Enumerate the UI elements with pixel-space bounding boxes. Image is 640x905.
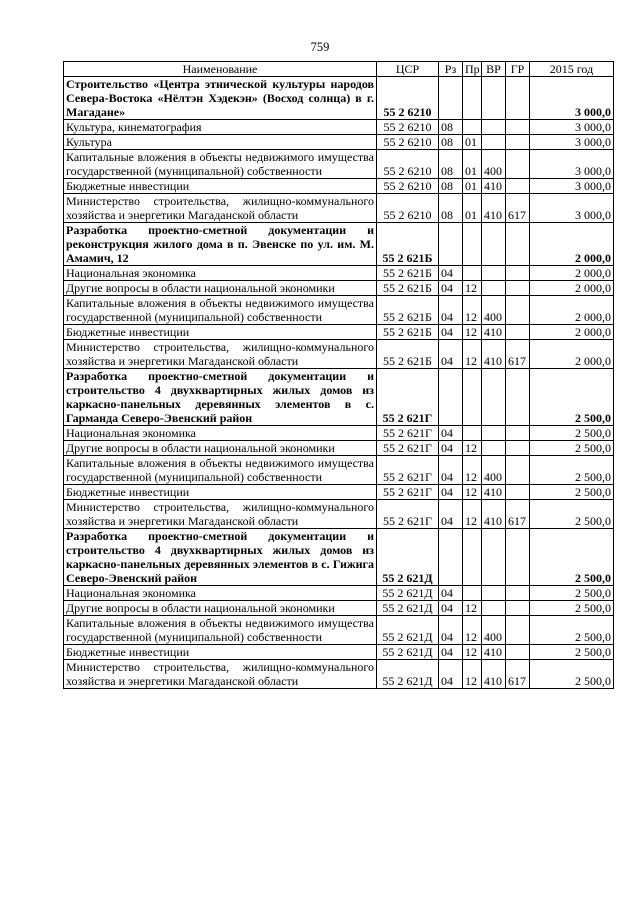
- cell-amount: 2 000,0: [530, 223, 614, 266]
- table-row: [64, 135, 614, 150]
- cell-gr: [506, 529, 530, 586]
- cell-rz: [439, 77, 463, 120]
- cell-csr: 55 2 621Д: [377, 601, 439, 616]
- cell-amount: 2 500,0: [530, 601, 614, 616]
- table-row: [64, 325, 614, 340]
- cell-csr: 55 2 621Г: [377, 369, 439, 426]
- cell-vr: 410: [482, 194, 506, 223]
- cell-csr: 55 2 6210: [377, 120, 439, 135]
- cell-amount: 3 000,0: [530, 150, 614, 179]
- cell-amount: 2 000,0: [530, 281, 614, 296]
- cell-pr: [463, 369, 482, 426]
- header-rz: Рз: [439, 62, 463, 77]
- header-row: [64, 62, 614, 77]
- cell-amount: 2 500,0: [530, 369, 614, 426]
- cell-pr: 12: [463, 281, 482, 296]
- cell-amount: 2 000,0: [530, 296, 614, 325]
- header-vr: ВР: [482, 62, 506, 77]
- cell-gr: [506, 223, 530, 266]
- cell-rz: 04: [439, 281, 463, 296]
- cell-gr: [506, 586, 530, 601]
- cell-gr: [506, 296, 530, 325]
- cell-vr: [482, 135, 506, 150]
- table-row: [64, 441, 614, 456]
- cell-vr: 400: [482, 456, 506, 485]
- cell-vr: [482, 369, 506, 426]
- header-pr: Пр: [463, 62, 482, 77]
- cell-gr: 617: [506, 500, 530, 529]
- cell-name: Национальная экономика: [64, 426, 377, 441]
- cell-name: Национальная экономика: [64, 586, 377, 601]
- cell-gr: [506, 266, 530, 281]
- table-row: [64, 616, 614, 645]
- cell-gr: [506, 441, 530, 456]
- cell-gr: [506, 485, 530, 500]
- cell-csr: 55 2 6210: [377, 135, 439, 150]
- cell-amount: 2 500,0: [530, 616, 614, 645]
- cell-amount: 2 000,0: [530, 340, 614, 369]
- cell-name: Бюджетные инвестиции: [64, 645, 377, 660]
- cell-rz: 04: [439, 500, 463, 529]
- cell-rz: [439, 369, 463, 426]
- table-row: [64, 500, 614, 529]
- cell-vr: [482, 120, 506, 135]
- cell-rz: 04: [439, 660, 463, 689]
- cell-vr: 400: [482, 150, 506, 179]
- cell-rz: 08: [439, 179, 463, 194]
- table-row: [64, 586, 614, 601]
- table-row: [64, 120, 614, 135]
- cell-amount: 2 000,0: [530, 266, 614, 281]
- cell-amount: 2 000,0: [530, 325, 614, 340]
- table-row: [64, 645, 614, 660]
- cell-pr: 01: [463, 179, 482, 194]
- cell-amount: 2 500,0: [530, 660, 614, 689]
- cell-csr: 55 2 621Г: [377, 500, 439, 529]
- cell-name: Министерство строительства, жилищно-коммунального хозяйства и энергетики Магаданской области: [64, 500, 377, 529]
- cell-pr: 12: [463, 456, 482, 485]
- cell-pr: 01: [463, 194, 482, 223]
- table-row: [64, 369, 614, 426]
- table-row: [64, 601, 614, 616]
- table-row: [64, 485, 614, 500]
- table-row: [64, 529, 614, 586]
- cell-pr: [463, 77, 482, 120]
- cell-pr: [463, 266, 482, 281]
- cell-gr: [506, 426, 530, 441]
- cell-pr: [463, 223, 482, 266]
- table-row: [64, 194, 614, 223]
- cell-vr: [482, 426, 506, 441]
- budget-table: [63, 61, 614, 689]
- cell-pr: 12: [463, 340, 482, 369]
- cell-gr: [506, 369, 530, 426]
- cell-vr: 410: [482, 340, 506, 369]
- cell-gr: [506, 77, 530, 120]
- cell-name: Капитальные вложения в объекты недвижимого имущества государственной (муниципальной) собственности: [64, 150, 377, 179]
- cell-amount: 3 000,0: [530, 179, 614, 194]
- header-year: 2015 год: [530, 62, 614, 77]
- cell-rz: 04: [439, 441, 463, 456]
- cell-gr: 617: [506, 340, 530, 369]
- cell-name: Другие вопросы в области национальной экономики: [64, 281, 377, 296]
- cell-amount: 2 500,0: [530, 500, 614, 529]
- cell-gr: [506, 645, 530, 660]
- cell-rz: 04: [439, 586, 463, 601]
- cell-vr: 410: [482, 660, 506, 689]
- cell-vr: 410: [482, 325, 506, 340]
- cell-vr: [482, 223, 506, 266]
- cell-rz: 04: [439, 325, 463, 340]
- cell-pr: [463, 586, 482, 601]
- cell-csr: 55 2 6210: [377, 179, 439, 194]
- cell-rz: 04: [439, 426, 463, 441]
- cell-csr: 55 2 621Г: [377, 485, 439, 500]
- cell-vr: [482, 281, 506, 296]
- cell-amount: 3 000,0: [530, 77, 614, 120]
- cell-gr: [506, 179, 530, 194]
- cell-name: Министерство строительства, жилищно-коммунального хозяйства и энергетики Магаданской области: [64, 194, 377, 223]
- cell-pr: 12: [463, 296, 482, 325]
- page-number: 759: [310, 40, 330, 54]
- cell-csr: 55 2 621Д: [377, 586, 439, 601]
- cell-gr: [506, 616, 530, 645]
- table-row: [64, 456, 614, 485]
- table-row: [64, 340, 614, 369]
- table-row: [64, 179, 614, 194]
- cell-rz: 04: [439, 456, 463, 485]
- cell-vr: [482, 601, 506, 616]
- cell-gr: [506, 150, 530, 179]
- table-body: [64, 77, 614, 689]
- cell-rz: 04: [439, 601, 463, 616]
- cell-csr: 55 2 621Б: [377, 340, 439, 369]
- cell-name: Разработка проектно-сметной документации и строительство 4 двухквартирных жилых домов из каркасно-панельных деревянных элементов в с. Гарманда Северо-Эвенский район: [64, 369, 377, 426]
- cell-name: Разработка проектно-сметной документации и строительство 4 двухквартирных жилых домов из каркасно-панельных деревянных элементов в с. Гижига Северо-Эвенский район: [64, 529, 377, 586]
- cell-rz: 04: [439, 340, 463, 369]
- cell-vr: 410: [482, 179, 506, 194]
- cell-vr: [482, 77, 506, 120]
- cell-gr: [506, 325, 530, 340]
- cell-pr: 12: [463, 441, 482, 456]
- cell-name: Другие вопросы в области национальной экономики: [64, 601, 377, 616]
- cell-gr: [506, 281, 530, 296]
- cell-amount: 2 500,0: [530, 645, 614, 660]
- cell-rz: 04: [439, 485, 463, 500]
- cell-name: Бюджетные инвестиции: [64, 485, 377, 500]
- table-row: [64, 296, 614, 325]
- cell-amount: 3 000,0: [530, 194, 614, 223]
- cell-vr: [482, 441, 506, 456]
- cell-name: Культура: [64, 135, 377, 150]
- cell-csr: 55 2 621Б: [377, 281, 439, 296]
- cell-gr: [506, 601, 530, 616]
- cell-pr: [463, 426, 482, 441]
- cell-csr: 55 2 6210: [377, 150, 439, 179]
- cell-name: Бюджетные инвестиции: [64, 179, 377, 194]
- cell-name: Национальная экономика: [64, 266, 377, 281]
- cell-csr: 55 2 621Д: [377, 660, 439, 689]
- cell-name: Министерство строительства, жилищно-коммунального хозяйства и энергетики Магаданской области: [64, 340, 377, 369]
- table-header: [64, 62, 614, 77]
- cell-csr: 55 2 6210: [377, 77, 439, 120]
- header-csr: ЦСР: [377, 62, 439, 77]
- cell-amount: 2 500,0: [530, 485, 614, 500]
- cell-vr: 400: [482, 296, 506, 325]
- cell-pr: 12: [463, 660, 482, 689]
- cell-name: Разработка проектно-сметной документации и реконструкция жилого дома в п. Эвенске по ул. им. М. Амамич, 12: [64, 223, 377, 266]
- cell-name: Строительство «Центра этнической культуры народов Севера-Востока «Нёлтэн Хэдекэн» (Восход солнца) в г. Магадане»: [64, 77, 377, 120]
- cell-pr: [463, 120, 482, 135]
- cell-gr: [506, 135, 530, 150]
- cell-name: Капитальные вложения в объекты недвижимого имущества государственной (муниципальной) собственности: [64, 296, 377, 325]
- cell-rz: 04: [439, 266, 463, 281]
- cell-rz: [439, 223, 463, 266]
- cell-pr: 12: [463, 325, 482, 340]
- table-row: [64, 266, 614, 281]
- cell-amount: 3 000,0: [530, 120, 614, 135]
- cell-amount: 2 500,0: [530, 456, 614, 485]
- cell-pr: 01: [463, 150, 482, 179]
- table-row: [64, 660, 614, 689]
- cell-rz: 04: [439, 616, 463, 645]
- cell-amount: 2 500,0: [530, 441, 614, 456]
- cell-pr: 12: [463, 601, 482, 616]
- cell-csr: 55 2 621Б: [377, 325, 439, 340]
- cell-rz: 08: [439, 150, 463, 179]
- cell-name: Капитальные вложения в объекты недвижимого имущества государственной (муниципальной) собственности: [64, 616, 377, 645]
- cell-vr: [482, 266, 506, 281]
- cell-rz: 04: [439, 296, 463, 325]
- cell-gr: [506, 456, 530, 485]
- cell-gr: [506, 120, 530, 135]
- cell-vr: 410: [482, 500, 506, 529]
- cell-amount: 3 000,0: [530, 135, 614, 150]
- cell-amount: 2 500,0: [530, 426, 614, 441]
- cell-vr: [482, 529, 506, 586]
- cell-name: Другие вопросы в области национальной экономики: [64, 441, 377, 456]
- cell-rz: [439, 529, 463, 586]
- cell-csr: 55 2 621Б: [377, 266, 439, 281]
- cell-rz: 08: [439, 194, 463, 223]
- cell-rz: 08: [439, 120, 463, 135]
- cell-csr: 55 2 621Г: [377, 456, 439, 485]
- cell-csr: 55 2 6210: [377, 194, 439, 223]
- cell-name: Министерство строительства, жилищно-коммунального хозяйства и энергетики Магаданской области: [64, 660, 377, 689]
- cell-pr: 12: [463, 485, 482, 500]
- table-row: [64, 77, 614, 120]
- cell-gr: 617: [506, 194, 530, 223]
- cell-csr: 55 2 621Б: [377, 223, 439, 266]
- cell-gr: 617: [506, 660, 530, 689]
- cell-vr: 410: [482, 645, 506, 660]
- header-gr: ГР: [506, 62, 530, 77]
- cell-pr: 12: [463, 616, 482, 645]
- cell-pr: 01: [463, 135, 482, 150]
- cell-name: Капитальные вложения в объекты недвижимого имущества государственной (муниципальной) собственности: [64, 456, 377, 485]
- cell-csr: 55 2 621Д: [377, 616, 439, 645]
- table-row: [64, 223, 614, 266]
- cell-vr: 410: [482, 485, 506, 500]
- cell-pr: 12: [463, 500, 482, 529]
- cell-pr: [463, 529, 482, 586]
- cell-rz: 08: [439, 135, 463, 150]
- cell-rz: 04: [439, 645, 463, 660]
- cell-amount: 2 500,0: [530, 586, 614, 601]
- cell-vr: [482, 586, 506, 601]
- cell-name: Бюджетные инвестиции: [64, 325, 377, 340]
- cell-amount: 2 500,0: [530, 529, 614, 586]
- table-row: [64, 150, 614, 179]
- cell-csr: 55 2 621Д: [377, 645, 439, 660]
- cell-csr: 55 2 621Г: [377, 441, 439, 456]
- table-row: [64, 426, 614, 441]
- cell-vr: 400: [482, 616, 506, 645]
- cell-csr: 55 2 621Г: [377, 426, 439, 441]
- cell-name: Культура, кинематография: [64, 120, 377, 135]
- cell-csr: 55 2 621Д: [377, 529, 439, 586]
- cell-csr: 55 2 621Б: [377, 296, 439, 325]
- cell-pr: 12: [463, 645, 482, 660]
- header-name: Наименование: [64, 62, 377, 77]
- table-row: [64, 281, 614, 296]
